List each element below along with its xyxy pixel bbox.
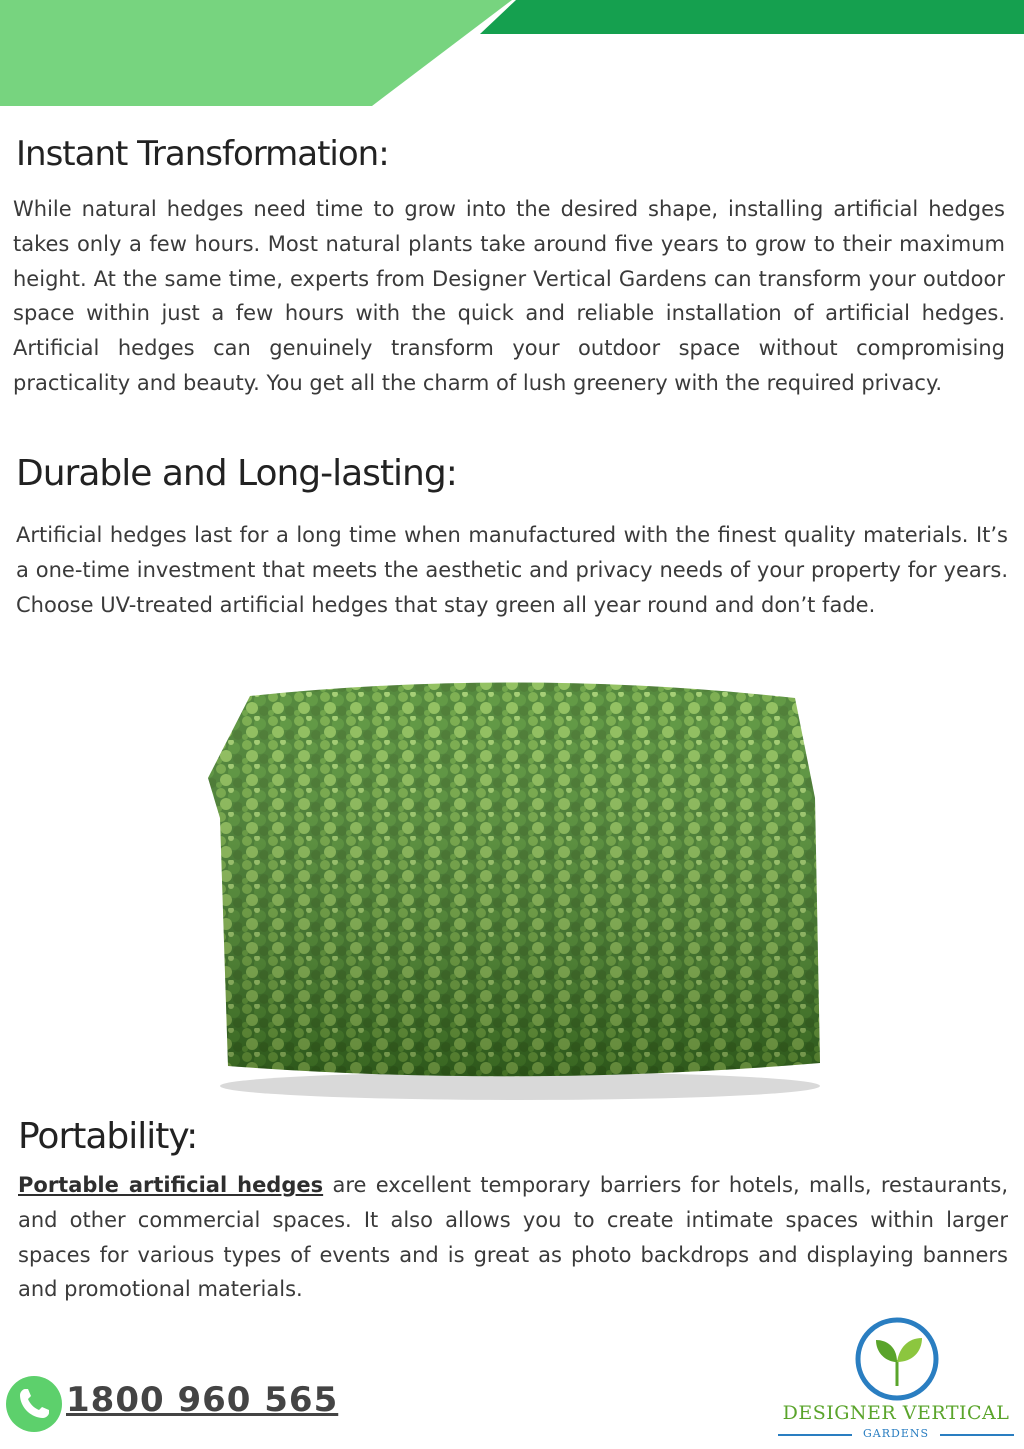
heading-durable-long-lasting: Durable and Long-lasting: — [16, 453, 457, 494]
heading-portability-colon: : — [186, 1116, 198, 1157]
company-logo — [774, 1316, 1018, 1444]
leaf-logo-icon — [854, 1316, 940, 1402]
phone-number-link[interactable]: 1800 960 565 — [66, 1380, 339, 1420]
banner-light-shape — [0, 0, 512, 106]
heading-instant-transformation: Instant Transformation: — [16, 134, 389, 174]
logo-wordmark: DESIGNER VERTICAL — [782, 1402, 1010, 1424]
banner-dark-shape — [480, 0, 1024, 34]
logo-subtitle-row — [774, 1427, 1018, 1443]
paragraph-portability — [18, 1168, 1008, 1307]
paragraph-instant-transformation: While natural hedges need time to grow into the desired shape, installing artificial hedges takes only a few hours. Most natural plants take around five years to grow to their maximum height. At the same time, experts from Designer Vertical Gardens can transform your outdoor space within just a few hours with the quick and reliable installation of artificial hedges. Artificial hedges can genuinely transform your outdoor space without compromising practicality and beauty. You get all the charm of lush greenery with the required privacy. — [13, 197, 1005, 395]
logo-subtitle: GARDENS — [862, 1427, 930, 1440]
heading-portability-text: Portability — [18, 1116, 187, 1157]
logo-divider-right — [940, 1434, 1014, 1436]
hedge-shading — [208, 682, 820, 1076]
portable-hedges-link[interactable]: Portable artificial hedges — [18, 1173, 324, 1197]
heading-portability — [18, 1116, 197, 1157]
hedge-image — [190, 668, 832, 1102]
header-banner — [0, 0, 1024, 110]
phone-icon[interactable] — [6, 1376, 62, 1432]
paragraph-durable-long-lasting: Artificial hedges last for a long time when manufactured with the finest quality materials. It’s a one-time investment that meets the aesthetic and privacy needs of your property for years. Choose UV-treated artificial hedges that stay green all year round and don’t fade. — [16, 523, 1008, 617]
paragraph-portability-text: are excellent temporary barriers for hotels, malls, restaurants, and other commercial spaces. It also allows you to create intimate spaces within larger spaces for various types of events and is great as photo backdrops and displaying banners and promotional materials. — [18, 1173, 1008, 1302]
